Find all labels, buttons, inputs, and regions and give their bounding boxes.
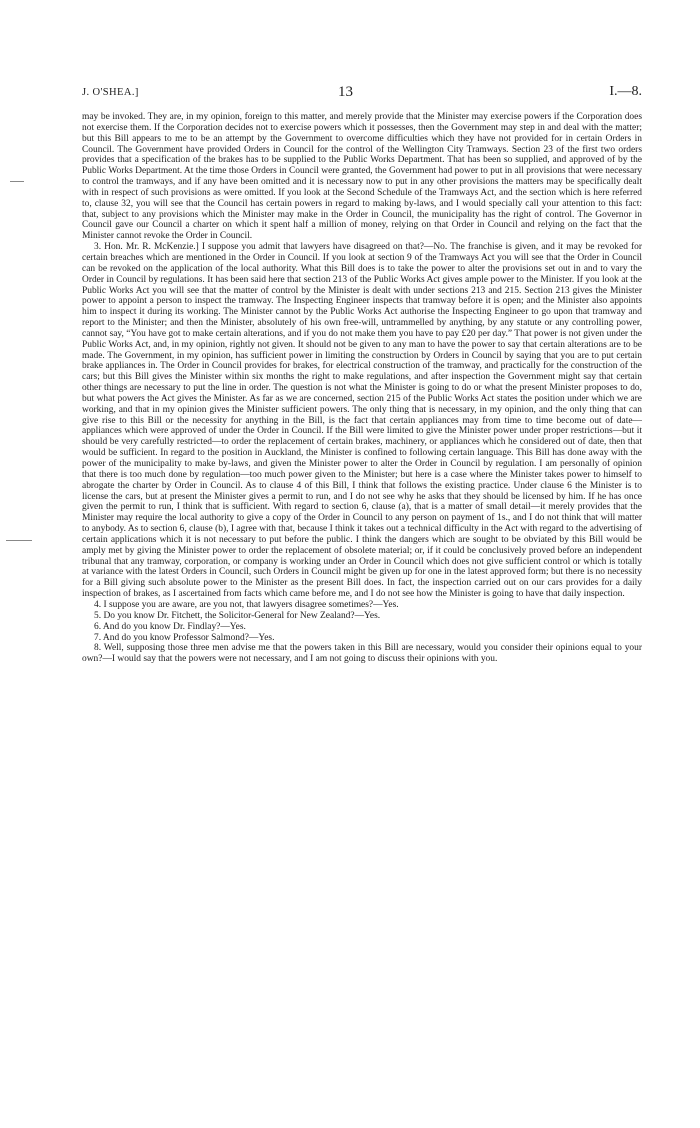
header-witness: J. O'SHEA.]: [82, 87, 139, 98]
document-reference: I.—8.: [609, 84, 642, 99]
paragraph-question-8: 8. Well, supposing those three men advise me that the powers taken in this Bill are necessary, would you consider their opinions equal to your own?—I would say that the powers were not necessary, and I am not going to discuss their opinions with you.: [82, 643, 642, 665]
document-body: [82, 112, 642, 665]
margin-mark-upper: [10, 181, 24, 182]
paragraph-question-3: 3. Hon. Mr. R. McKenzie.] I suppose you admit that lawyers have disagreed on that?—No. The franchise is given, and it may be revoked for certain breaches which are mentioned in the Order in Council. If you look at section 9 of the Tramways Act you will see that the Order in Council can be revoked on the application of the local authority. What this Bill does is to take the power to alter the provisions set out in and to vary the Order in Council by regulations. It has been said here that section 213 of the Public Works Act gives ample power to the Minister. If you look at the Public Works Act you will see that the matter of control by the Minister is dealt with under sections 213 and 215. Section 213 gives the Minister power to appoint a person to inspect the tramway. The Inspecting Engineer inspects that tramway before it is open; and the Minister also appoints him to inspect it during its working. The Minister cannot by the Public Works Act authorise the Inspecting Engineer to go upon that tramway and report to the Minister; and then the Minister, absolutely of his own free-will, untrammelled by anything, by any statute or any controlling power, cannot say, “You have got to make certain alterations, and if you do not make them you have to pay £20 per day.” That power is not given under the Public Works Act, and, in my opinion, rightly not given. It should not be given to any man to have the power to say that certain alterations are to be made. The Government, in my opinion, has sufficient power in limiting the construction by Orders in Council by saying that you are to put certain brake appliances in. The Order in Council provides for brakes, for electrical construction of the tramway, and practically for the construction of the cars; but this Bill gives the Minister within six months the right to make regulations, and after inspection the Government might say that certain other things are necessary to put the line in order. The question is not what the Minister is going to do or what the present Minister proposes to do, but what powers the Act gives the Minister. As far as we are concerned, section 215 of the Public Works Act states the position under which we are working, and that in my opinion gives the Minister sufficient powers. The only thing that is necessary, in my opinion, and the only thing that can give rise to this Bill or the necessity for anything in the Bill, is the fact that certain appliances may from time to time become out of date—appliances which were approved of under the Order in Council. If the Bill were limited to give the Minister power under proper restrictions—but it should be very carefully restricted—to order the replacement of certain brakes, machinery, or appliances which he considered out of date, then that would be sufficient. In regard to the position in Auckland, the Minister is confined to following certain language. This Bill has done away with the power of the municipality to make by-laws, and given the Minister power to alter the Order in Council by regulation. I am personally of opinion that there is too much done by regulation—too much power given to the Minister; but here is a case where the Minister takes power to himself to abrogate the charter by Order in Council. As to clause 4 of this Bill, I think that follows the existing practice. Under clause 6 the Minister is to license the cars, but at present the Minister gives a permit to run, and I do not see why he asks that they should be licensed by him. If he has once given the permit to run, I think that is sufficient. With regard to section 6, clause (a), that is a matter of small detail—it merely provides that the Minister may require the local authority to give a copy of the Order in Council to any person on payment of 1s., and I do not think that will matter to anybody. As to section 6, clause (b), I agree with that, because I think it takes out a technical difficulty in the Act with regard to the advertising of certain applications which it is not necessary to put before the public. I think the dangers which are sought to be obviated by this Bill would be amply met by giving the Minister power to order the replacement of obsolete material; or, if it could be conclusively proved before an independent tribunal that any tramway, corporation, or company is working under an Order in Council which does not give sufficient control or which is totally at variance with the latest Orders in Council, such Orders in Council might be given up for one in the latest approved form; but there is no necessity for a Bill giving such absolute power to the Minister as the present Bill does. In fact, the inspection carried out on our cars provides for a daily inspection of brakes, as I ascertained from facts which came before me, and I do not see how the Minister is going to have that daily inspection.: [82, 242, 642, 600]
paragraph-question-4: 4. I suppose you are aware, are you not, that lawyers disagree sometimes?—Yes.: [94, 599, 399, 610]
paragraph-question-6: 6. And do you know Dr. Findlay?—Yes.: [94, 621, 246, 632]
paragraph-question-5: 5. Do you know Dr. Fitchett, the Solicitor-General for New Zealand?—Yes.: [94, 610, 381, 621]
paragraph-question-7: 7. And do you know Professor Salmond?—Yes.: [94, 632, 275, 643]
margin-mark-lower: [6, 540, 32, 541]
page-number: 13: [338, 84, 353, 100]
paragraph-continued: may be invoked. They are, in my opinion, foreign to this matter, and merely provide that the Minister may exercise powers if the Corporation does not exercise them. If the Corporation decides not to exercise powers which it possesses, then the Government may step in and deal with the matter; but this Bill appears to me to be an attempt by the Government to overcome difficulties which they have not provided for in certain Orders in Council. The Government have provided Orders in Council for the control of the Wellington City Tramways. Section 23 of the first two orders provides that a specification of the brakes has to be supplied to the Public Works Department. That has been so supplied, and approved of by the Public Works Department. At the time those Orders in Council were granted, the Government had power to put in all provisions that were necessary to control the tramways, and if any have been omitted and it is necessary now to put in any other provisions the matters may be specifically dealt with in respect of such provisions as were omitted. If you look at the Second Schedule of the Tramways Act, and the section which is here referred to, clause 32, you will see that the Council has certain powers in regard to making by-laws, and I would specially call your attention to this fact: that, subject to any provisions which the Minister may make in the Order in Council, the municipality has the right of control. The Governor in Council gave our Council a charter on which it spent half a million of money, relying on that Order in Council and relying on the fact that the Minister cannot revoke the Order in Council.: [82, 112, 642, 242]
page-header: [82, 84, 642, 102]
document-page: [82, 0, 642, 1128]
